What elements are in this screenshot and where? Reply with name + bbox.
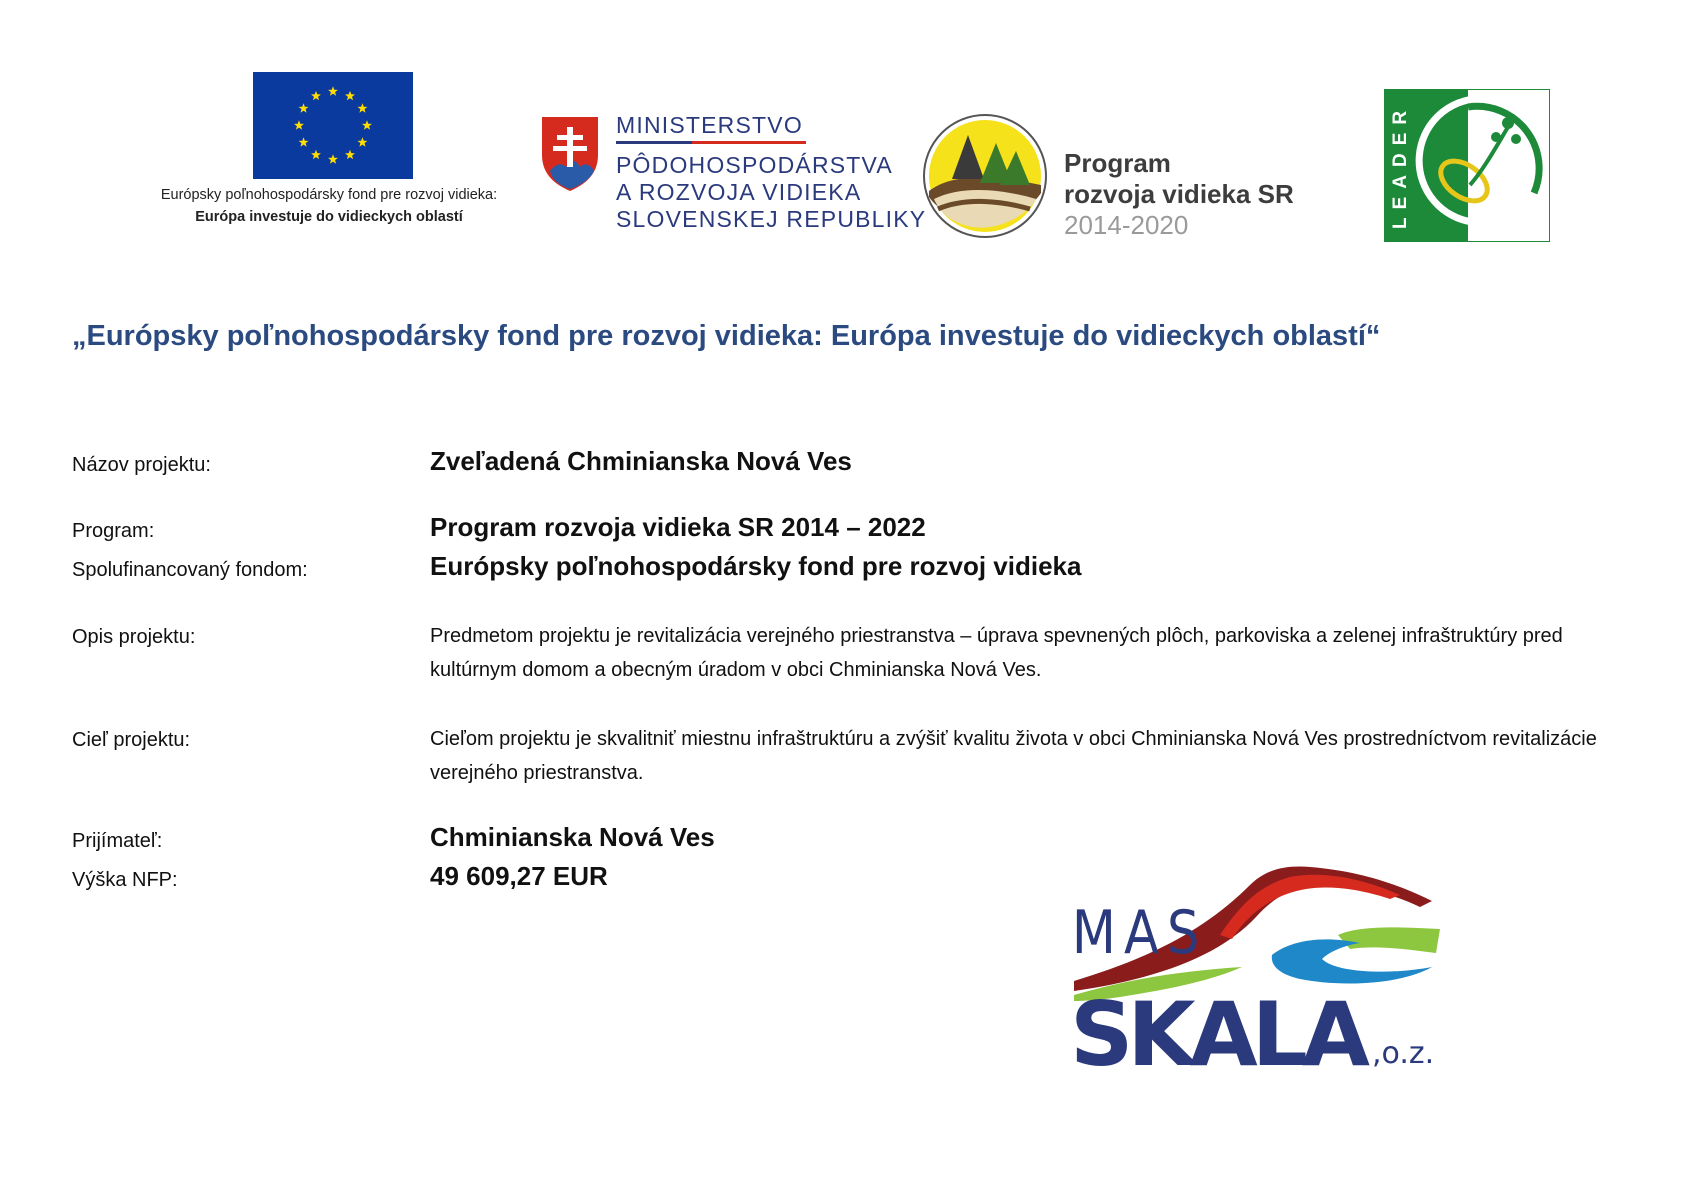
program-value: Program rozvoja vidieka SR 2014 – 2022 [430,512,926,542]
ministry-name-line-2: PÔDOHOSPODÁRSTVA [616,152,893,178]
ministry-underline [616,141,806,144]
oz-suffix: ,o.z. [1372,1036,1435,1071]
eu-flag-logo [253,72,413,179]
recipient-value: Chminianska Nová Ves [430,822,715,852]
headline: „Európsky poľnohospodársky fond pre rozvoj vidieka: Európa investuje do vidieckych oblastí“ [72,320,1381,352]
project-name-label: Názov projektu: [72,454,211,476]
fund-label: Spolufinancovaný fondom: [72,559,308,581]
eu-caption-line-1: Európsky poľnohospodársky fond pre rozvoj vidieka: [160,187,498,203]
eu-caption-line-2: Európa investuje do vidieckych oblastí [195,209,463,225]
nfp-amount-label: Výška NFP: [72,869,178,891]
recipient-label: Prijímateľ: [72,830,163,852]
leader-logo [1384,89,1550,242]
leader-wordmark: LEADER [1390,102,1411,229]
prv-title-line-1: Program [1064,148,1171,178]
nfp-amount-value: 49 609,27 EUR [430,861,608,891]
slovak-coat-of-arms-icon [540,115,600,193]
prv-emblem-icon [922,113,1048,239]
description-value: Predmetom projektu je revitalizácia verejného priestranstva – úprava spevnených plôch, parkoviska a zelenej infraštruktúry pred kultúrnym domom a obecným úradom v obci Chminianska Nová Ves. [430,625,1563,681]
goal-value: Cieľom projektu je skvalitniť miestnu infraštruktúru a zvýšiť kvalitu života v obci Chminianska Nová Ves prostredníctvom revitalizácie verejného priestranstva. [430,728,1597,784]
mas-skala-logo [1060,855,1500,1100]
prv-years: 2014-2020 [1064,210,1189,240]
project-name-value: Zveľadená Chminianska Nová Ves [430,446,852,476]
description-label: Opis projektu: [72,626,196,648]
prv-title-line-2: rozvoja vidieka SR [1064,179,1294,209]
ministry-name-line-4: SLOVENSKEJ REPUBLIKY [616,206,927,232]
goal-label: Cieľ projektu: [72,729,191,751]
mas-wordmark: MAS [1071,898,1200,969]
program-label: Program: [72,520,155,542]
ministry-name-line-1: MINISTERSTVO [616,112,803,138]
ministry-name-line-3: A ROZVOJA VIDIEKA [616,179,862,205]
fund-value: Európsky poľnohospodársky fond pre rozvoj vidieka [430,551,1082,581]
skala-wordmark: SKALA [1070,983,1370,1086]
